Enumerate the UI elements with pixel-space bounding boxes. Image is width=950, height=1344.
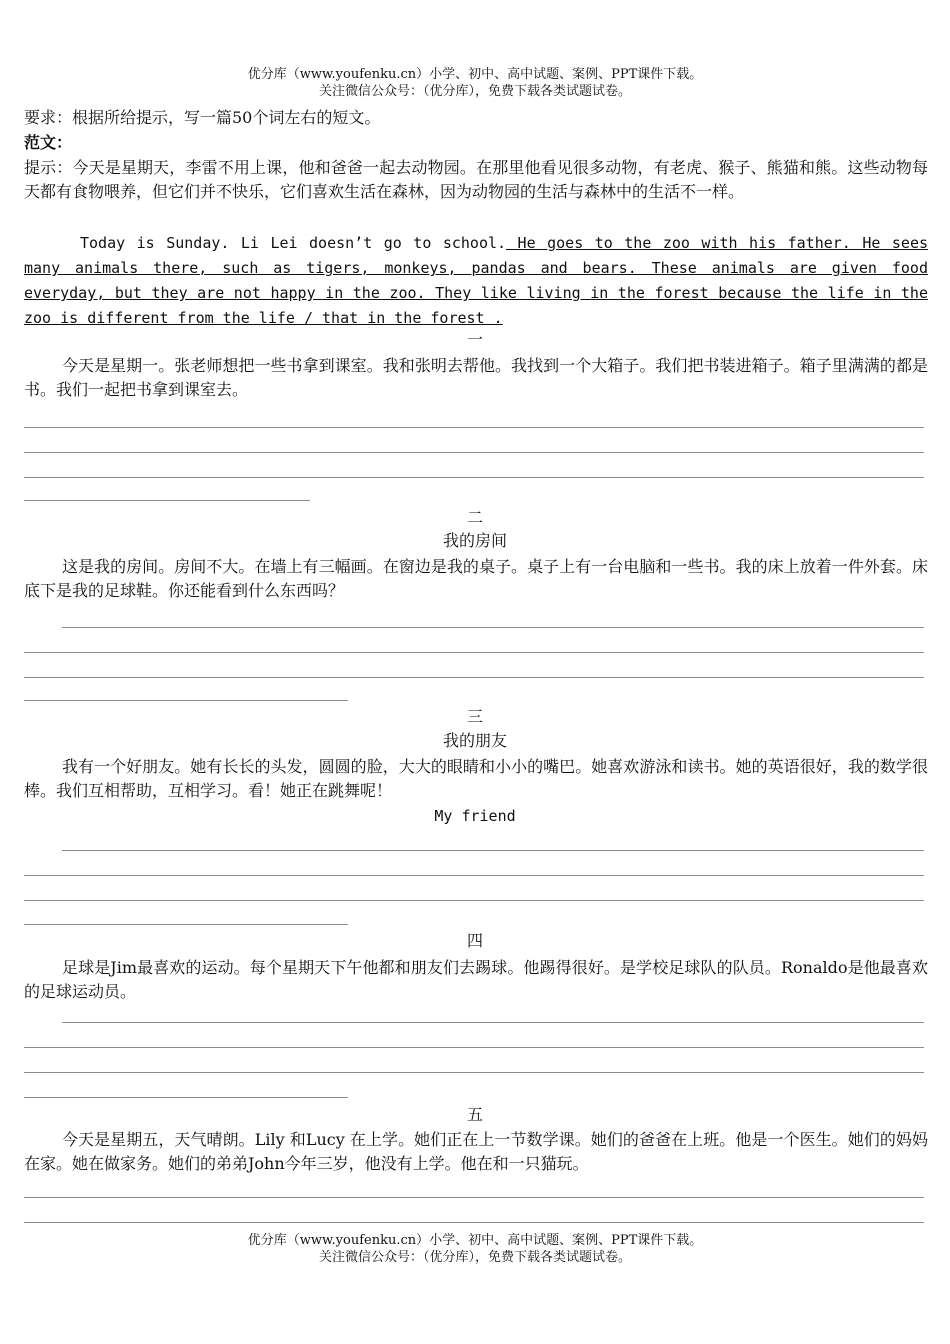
answer-line[interactable] [24,652,924,653]
answer-line[interactable] [24,1047,924,1048]
section-2-title: 我的房间 [442,531,507,550]
answer-line[interactable] [24,924,348,925]
section-4-number: 四 [466,931,483,950]
answer-line[interactable] [62,1022,924,1023]
section-5-prompt: 今天是星期五，天气晴朗。Lily 和Lucy 在上学。她们正在上一节数学课。她们的爸爸在上班。他是一个医生。她们的妈妈在家。她在做家务。她们的弟弟John今年三岁，他没有上学。他在和一只猫玩。 [24,1130,928,1173]
section-2-prompt: 这是我的房间。房间不大。在墙上有三幅画。在窗边是我的桌子。桌子上有一台电脑和一些书。我的床上放着一件外套。床底下是我的足球鞋。你还能看到什么东西吗？ [24,557,928,600]
footer-line-1: 优分库（www.youfenku.cn）小学、初中、高中试题、案例、PPT课件下载。 [247,1233,703,1248]
answer-line[interactable] [24,1197,924,1198]
answer-line[interactable] [24,875,924,876]
section-3-prompt: 我有一个好朋友。她有长长的头发，圆圆的脸，大大的眼睛和小小的嘴巴。她喜欢游泳和读书。她的英语很好，我的数学很棒。我们互相帮助，互相学习。看！她正在跳舞呢！ [24,757,928,800]
answer-line[interactable] [24,477,924,478]
section-5-number: 五 [466,1105,483,1124]
section-2-number: 二 [466,508,483,527]
sample-essay-underlined: He goes to the zoo with his father. He sees many animals there, such as tigers, monkeys, pandas and bears. These animals are given food everyday, but they are not happy in the zoo. They like living in the forest because the life in the zoo is different from the life / that in the forest . [24,234,928,327]
section-1-number: 一 [466,330,483,349]
section-3-number: 三 [466,707,483,726]
answer-line[interactable] [24,700,348,701]
answer-line[interactable] [62,850,924,851]
sample-essay-start: Today is Sunday. Li Lei doesn’t go to school. [80,234,507,252]
footer-line-2: 关注微信公众号：（优分库），免费下载各类试题试卷。 [318,1250,631,1265]
answer-line[interactable] [24,1222,924,1223]
header-line-1: 优分库（www.youfenku.cn）小学、初中、高中试题、案例、PPT课件下载。 [247,67,703,82]
sample-label: 范文： [24,133,73,152]
sample-prompt: 提示：今天是星期天，李雷不用上课，他和爸爸一起去动物园。在那里他看见很多动物，有老虎、猴子、熊猫和熊。这些动物每天都有食物喂养，但它们并不快乐，它们喜欢生活在森林，因为动物园的生活与森林中的生活不一样。 [24,158,928,201]
section-4-prompt: 足球是Jim最喜欢的运动。每个星期天下午他都和朋友们去踢球。他踢得很好。是学校足球队的队员。Ronaldo是他最喜欢的足球运动员。 [24,958,928,1001]
answer-line[interactable] [24,1097,348,1098]
section-3-english-title: My friend [434,807,516,825]
answer-line[interactable] [62,627,924,628]
section-1-prompt: 今天是星期一。张老师想把一些书拿到课室。我和张明去帮他。我找到一个大箱子。我们把书装进箱子。箱子里满满的都是书。我们一起把书拿到课室去。 [24,356,928,399]
header-line-2: 关注微信公众号：（优分库），免费下载各类试题试卷。 [318,84,631,99]
sample-essay [24,231,928,331]
page-footer [0,1232,950,1266]
page-header [0,66,950,100]
answer-line[interactable] [24,900,924,901]
section-3-title: 我的朋友 [442,731,507,750]
answer-line[interactable] [24,677,924,678]
answer-line[interactable] [24,500,310,501]
answer-line[interactable] [24,1072,924,1073]
requirement-text: 要求：根据所给提示，写一篇50个词左右的短文。 [24,108,381,127]
answer-line[interactable] [24,452,924,453]
answer-line[interactable] [24,427,924,428]
